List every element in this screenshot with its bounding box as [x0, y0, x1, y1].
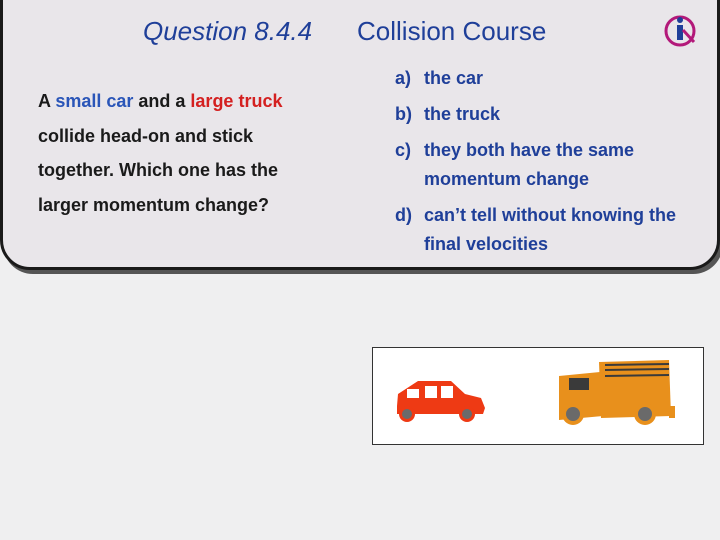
answer-letter: c)	[395, 140, 412, 160]
answer-b[interactable]	[395, 100, 715, 129]
small-car-text: small car	[55, 91, 134, 111]
answer-text: they both have the same momentum change	[424, 140, 635, 189]
question-line-1: A small car and a large truck	[38, 91, 283, 111]
question-line-4: larger momentum change?	[38, 194, 270, 215]
answer-letter: a)	[395, 68, 412, 88]
answer-text: the truck	[424, 104, 501, 124]
question-line-3: together. Which one has the	[38, 160, 279, 180]
answer-letter: b)	[395, 104, 412, 124]
vehicles-illustration	[372, 347, 704, 445]
answer-d[interactable]	[395, 201, 715, 259]
info-logo-icon	[663, 12, 699, 48]
car-icon	[397, 381, 485, 422]
question-number: Question 8.4.4	[143, 16, 313, 46]
large-truck-text: large truck	[190, 91, 283, 111]
answer-text: the car	[424, 68, 484, 88]
question-name: Collision Course	[357, 16, 547, 46]
answer-letter: d)	[395, 205, 412, 225]
answer-c[interactable]	[395, 136, 715, 194]
question-text	[38, 84, 358, 222]
question-line-2: collide head-on and stick	[38, 125, 254, 146]
truck-icon	[559, 360, 675, 425]
answer-a[interactable]	[395, 64, 715, 93]
answer-text: can’t tell without knowing the final velocities	[424, 205, 676, 254]
answer-list	[395, 64, 715, 266]
